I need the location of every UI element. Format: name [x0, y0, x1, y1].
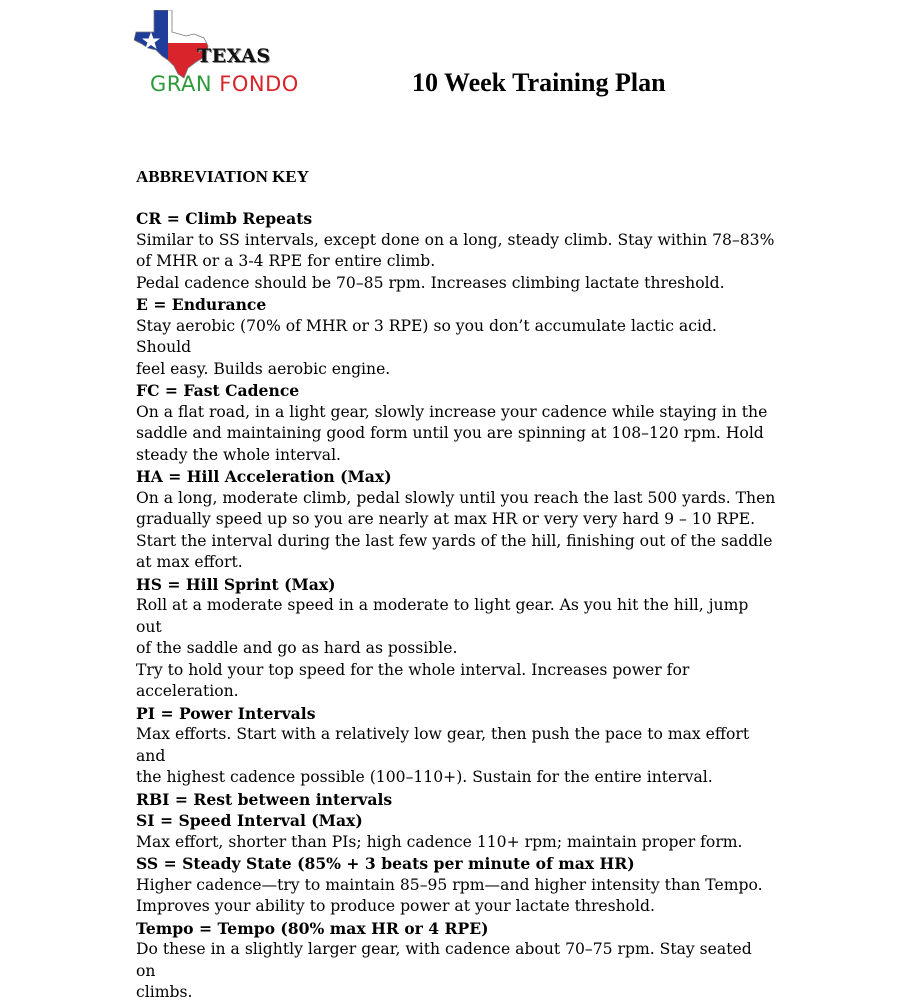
definition-text-line: Higher cadence—try to maintain 85–95 rpm—and higher intensity than Tempo. — [136, 875, 763, 894]
definition-text-line: On a long, moderate climb, pedal slowly until you reach the last 500 yards. Then — [136, 488, 776, 507]
definition-text-line: of the saddle and go as hard as possible. — [136, 639, 458, 657]
definition-text-line: of MHR or a 3-4 RPE for entire climb. — [136, 252, 436, 270]
logo-gran-fondo-text — [150, 72, 299, 96]
logo-texas-text: TEXAS — [197, 45, 271, 67]
definition-term: CR = Climb Repeats — [136, 209, 313, 228]
abbreviation-definitions — [136, 208, 776, 1004]
logo-gran-text: GRAN — [150, 72, 213, 96]
definition-text-line: Pedal cadence should be 70–85 rpm. Increases climbing lactate threshold. — [136, 273, 725, 292]
definition-term: HA = Hill Acceleration (Max) — [136, 467, 392, 486]
definition-term: FC = Fast Cadence — [136, 381, 300, 400]
definition-text-line: Do these in a slightly larger gear, with cadence about 70–75 rpm. Stay seated on — [136, 940, 752, 980]
definition-text-line: steady the whole interval. — [136, 445, 342, 464]
texas-gran-fondo-logo — [134, 10, 324, 94]
definition-text-line: saddle and maintaining good form until you are spinning at 108–120 rpm. Hold — [136, 424, 764, 442]
definition-text-line: Roll at a moderate speed in a moderate to light gear. As you hit the hill, jump out — [136, 596, 749, 636]
definition-text-line: Stay aerobic (70% of MHR or 3 RPE) so you don’t accumulate lactic acid. Should — [136, 316, 717, 356]
definition-text-line: acceleration. — [136, 682, 239, 700]
definition-text-line: at max effort. — [136, 553, 243, 571]
definition-text-line: Max effort, shorter than PIs; high cadence 110+ rpm; maintain proper form. — [136, 832, 743, 851]
definition-text-line: gradually speed up so you are nearly at max HR or very very hard 9 – 10 RPE. — [136, 510, 756, 528]
definition-term: PI = Power Intervals — [136, 703, 316, 723]
definition-term: SS = Steady State (85% + 3 beats per minute of max HR) — [136, 854, 635, 873]
definition-term: Tempo = Tempo (80% max HR or 4 RPE) — [136, 918, 489, 938]
definition-term: RBI = Rest between intervals — [136, 789, 393, 809]
page-title: 10 Week Training Plan — [412, 68, 666, 97]
definition-text-line: Similar to SS intervals, except done on a long, steady climb. Stay within 78–83% — [136, 230, 775, 249]
definition-term: E = Endurance — [136, 295, 267, 314]
definition-text-line: climbs. — [136, 983, 193, 1001]
definition-text-line: Start the interval during the last few yards of the hill, finishing out of the saddle — [136, 531, 773, 550]
logo-fondo-text: FONDO — [219, 72, 299, 96]
definition-term: SI = Speed Interval (Max) — [136, 811, 363, 830]
abbreviation-key-heading: ABBREVIATION KEY — [136, 167, 310, 186]
definition-text-line: the highest cadence possible (100–110+). Sustain for the entire interval. — [136, 768, 713, 786]
definition-text-line: On a flat road, in a light gear, slowly increase your cadence while staying in the — [136, 402, 768, 421]
definition-text-line: feel easy. Builds aerobic engine. — [136, 359, 391, 378]
definition-text-line: Try to hold your top speed for the whole interval. Increases power for — [136, 660, 690, 679]
definition-text-line: Max efforts. Start with a relatively low gear, then push the pace to max effort and — [136, 725, 750, 765]
definition-text-line: Improves your ability to produce power at your lactate threshold. — [136, 897, 655, 915]
definition-term: HS = Hill Sprint (Max) — [136, 574, 336, 594]
